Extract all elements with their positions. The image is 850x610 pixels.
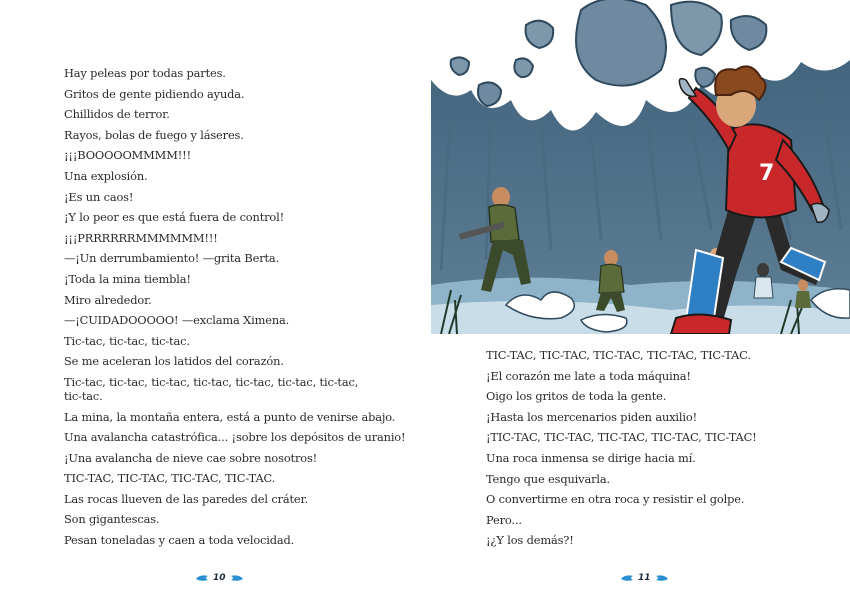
text-line: Chillidos de terror.	[64, 107, 170, 122]
text-line: Una avalancha catastrófica... ¡sobre los depósitos de uranio!	[64, 430, 406, 445]
text-line: —¡CUIDADOOOOO! —exclama Ximena.	[64, 313, 290, 328]
text-line: Pesan toneladas y caen a toda velocidad.	[64, 533, 295, 548]
text-line: ¡Toda la mina tiembla!	[64, 271, 191, 286]
text-line: Se me aceleran los latidos del corazón.	[64, 354, 284, 369]
right-page	[425, 0, 850, 610]
page-number: 10	[213, 573, 226, 583]
text-line: ¡¡¡BOOOOOMMMM!!!	[64, 148, 191, 163]
right-page-text	[486, 345, 826, 551]
left-page-text	[64, 63, 406, 551]
text-line: ¡Una avalancha de nieve cae sobre nosotros!	[64, 450, 318, 465]
wing-right-icon	[655, 573, 669, 583]
wing-left-icon	[195, 573, 209, 583]
text-line: Miro alrededor.	[64, 292, 152, 307]
text-line: Una roca inmensa se dirige hacia mí.	[486, 450, 696, 465]
wing-left-icon	[620, 573, 634, 583]
text-line: Son gigantescas.	[64, 512, 160, 527]
avalanche-illustration	[431, 0, 850, 334]
jersey-number: 7	[759, 161, 775, 186]
text-line: O convertirme en otra roca y resistir el golpe.	[486, 492, 745, 507]
text-line: Gritos de gente pidiendo ayuda.	[64, 86, 245, 101]
page-number-right	[620, 572, 669, 584]
text-line: —¡Un derrumbamiento! —grita Berta.	[64, 251, 280, 266]
text-line: ¡Hasta los mercenarios piden auxilio!	[486, 409, 698, 424]
text-line: TIC-TAC, TIC-TAC, TIC-TAC, TIC-TAC, TIC-TAC.	[486, 348, 751, 362]
text-line: ¡¡¡PRRRRRRMMMMMM!!!	[64, 230, 218, 245]
text-line: Tic-tac, tic-tac, tic-tac.	[64, 333, 190, 348]
text-line: ¡Es un caos!	[64, 189, 134, 204]
text-line: ¡TIC-TAC, TIC-TAC, TIC-TAC, TIC-TAC, TIC-TAC!	[486, 430, 757, 445]
text-line: Oigo los gritos de toda la gente.	[486, 389, 667, 404]
text-line: Hay peleas por todas partes.	[64, 66, 226, 80]
wing-right-icon	[230, 573, 244, 583]
page-number-left	[195, 572, 244, 584]
text-line: ¡El corazón me late a toda máquina!	[486, 368, 691, 383]
illustration-canvas	[431, 0, 850, 334]
text-line: ¡¿Y los demás?!	[486, 533, 574, 548]
text-line: Rayos, bolas de fuego y láseres.	[64, 127, 244, 142]
text-line: TIC-TAC, TIC-TAC, TIC-TAC, TIC-TAC.	[64, 471, 276, 486]
sneaker	[671, 314, 731, 334]
text-line: Tengo que esquivarla.	[486, 471, 610, 486]
text-line: ¡Y lo peor es que está fuera de control!	[64, 210, 285, 225]
text-line: Tic-tac, tic-tac, tic-tac, tic-tac, tic-tac, tic-tac, tic-tac, tic-tac.	[64, 374, 359, 403]
text-line: Pero...	[486, 512, 522, 527]
page-number: 11	[638, 573, 651, 583]
text-line: Una explosión.	[64, 168, 148, 183]
text-line: La mina, la montaña entera, está a punto de venirse abajo.	[64, 409, 396, 424]
text-line: Las rocas llueven de las paredes del cráter.	[64, 491, 309, 506]
